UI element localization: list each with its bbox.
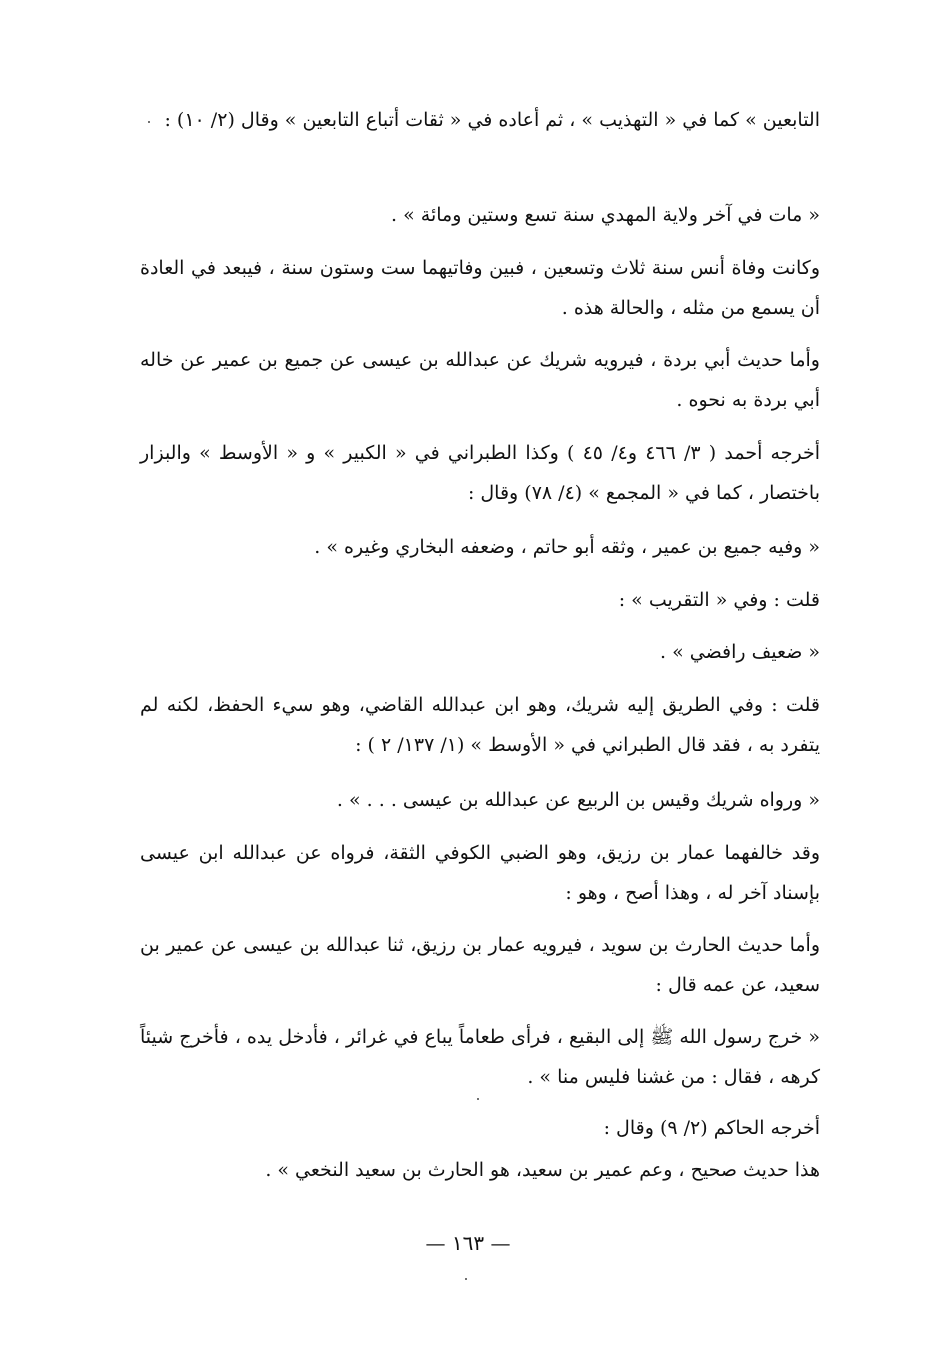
scan-speck <box>465 1278 467 1280</box>
paragraph-1: التابعين » كما في « التهذيب » ، ثم أعاده في « ثقات أتباع التابعين » وقال (٢/ ١٠) : <box>164 109 820 131</box>
paragraph-2: وكانت وفاة أنس سنة ثلاث وتسعين ، فبين وفاتيهما ست وستون سنة ، فيبعد في العادة أن يسمع من مثله ، والحالة هذه . <box>140 257 820 319</box>
paragraph-10: هذا حديث صحيح ، وعم عمير بن سعيد، هو الحارث بن سعيد النخعي » . <box>265 1159 820 1181</box>
page-number: — ١٦٣ — <box>425 1231 511 1255</box>
quote-2: « وفيه جميع بن عمير ، وثقه أبو حاتم ، وضعفه البخاري وغيره » . <box>314 536 820 558</box>
paragraph-7: وقد خالفهما عمار بن رزيق، وهو الضبي الكوفي الثقة، فرواه عن عبدالله ابن عيسى بإسناد آخر له ، وهذا أصح ، وهو : <box>140 842 820 904</box>
paragraph-5: قلت : وفي « التقريب » : <box>618 589 820 611</box>
quote-1: « مات في آخر ولاية المهدي سنة تسع وستين ومائة » . <box>391 204 820 226</box>
paragraph-9: أخرجه الحاكم (٢/ ٩) وقال : <box>603 1117 820 1139</box>
paragraph-8: وأما حديث الحارث بن سويد ، فيرويه عمار بن رزيق، ثنا عبدالله بن عيسى عن عمير بن سعيد، عن عمه قال : <box>140 934 820 996</box>
scan-speck <box>477 1098 479 1100</box>
quote-3: « ضعيف رافضي » . <box>660 641 820 663</box>
scan-speck <box>148 121 150 123</box>
quote-5: « خرج رسول الله ﷺ إلى البقيع ، فرأى طعاماً يباع في غرائر ، فأدخل يده ، فأخرج شيئاً كرهه ، فقال : من غشنا فليس منا » . <box>140 1026 820 1088</box>
paragraph-4: أخرجه أحمد ( ٣/ ٤٦٦ و٤/ ٤٥ ) وكذا الطبراني في « الكبير » و « الأوسط » والبزار باختصار ، كما في « المجمع » (٤/ ٧٨) وقال : <box>140 442 820 504</box>
paragraph-3: وأما حديث أبي بردة ، فيرويه شريك عن عبدالله بن عيسى عن جميع بن عمير عن خاله أبي بردة به نحوه . <box>140 349 820 411</box>
quote-4: « ورواه شريك وقيس بن الربيع عن عبدالله بن عيسى . . . » . <box>336 789 820 811</box>
paragraph-6: قلت : وفي الطريق إليه شريك، وهو ابن عبدالله القاضي، وهو سيء الحفظ، لكنه لم يتفرد به ، فقد قال الطبراني في « الأوسط » (١/ ١٣٧/ ٢ ) : <box>140 694 820 756</box>
